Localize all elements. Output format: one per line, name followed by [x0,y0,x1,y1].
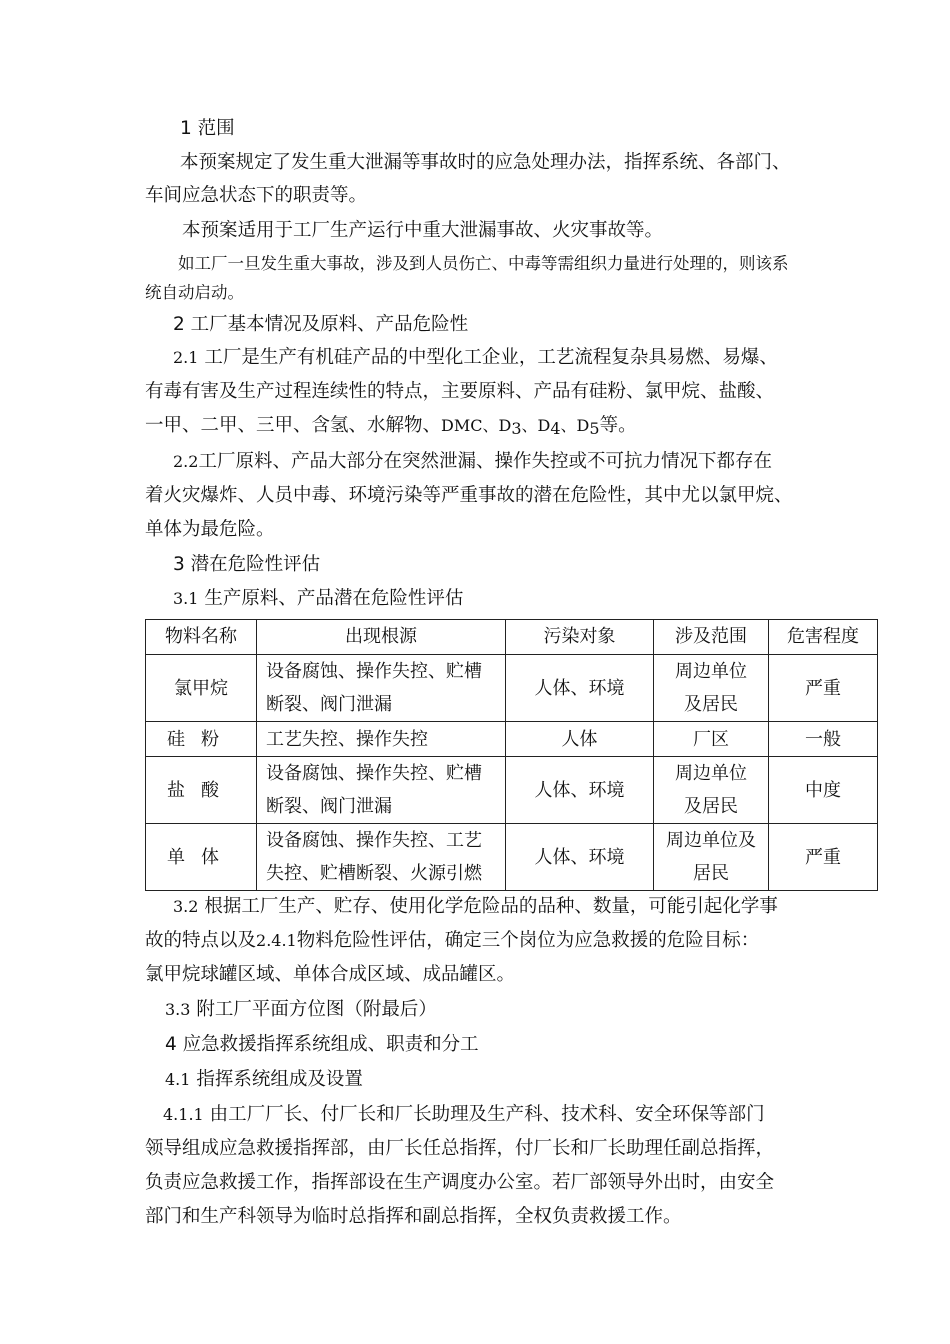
d5-subscript: 5 [589,419,600,438]
section-2-1-text-3: 一甲、二甲、三甲、含氢、水解物、 [145,415,442,436]
section-2-1-number: 2.1 [173,348,199,367]
cell-target: 人体 [506,722,654,757]
d5-label: 、D [560,416,590,435]
section-4-1-1-line-2: 领导组成应急救援指挥部，由厂长任总指挥，付厂长和厂长助理任副总指挥， [145,1138,775,1159]
cell-source [257,655,506,722]
d4-label: 、D [521,416,551,435]
section-2-2-number: 2.2 [173,452,199,471]
cell-source-line-2: 断裂、阀门泄漏 [266,796,392,817]
table-row [146,722,878,757]
section-3-2-text-1: 根据工厂生产、贮存、使用化学危险品的品种、数量，可能引起化学事 [204,896,778,917]
d3-subscript: 3 [511,419,522,438]
section-1-paragraph-1-line-2: 车间应急状态下的职责等。 [145,185,368,206]
section-2-1-line-3 [145,413,637,442]
d4-subscript: 4 [550,419,561,438]
section-2-2-text-1: 工厂原料、产品大部分在突然泄漏、操作失控或不可抗力情况下都存在 [198,451,772,472]
section-3-2-text-2a: 故的特点以及 [145,930,257,951]
cell-degree: 严重 [769,824,878,891]
header-degree: 危害程度 [769,620,878,655]
section-4-1-title: 指挥系统组成及设置 [196,1069,363,1090]
cell-source [257,824,506,891]
cell-source-line-1: 设备腐蚀、操作失控、贮槽 [266,661,482,682]
cell-target: 人体、环境 [506,757,654,824]
section-4-1-1-line-3: 负责应急救援工作，指挥部设在生产调度办公室。若厂部领导外出时，由安全 [145,1172,775,1193]
cell-scope [654,824,769,891]
table-header-row [146,620,878,655]
section-2-2-line-2: 着火灾爆炸、人员中毒、环境污染等严重事故的潜在危险性，其中尤以氯甲烷、 [145,485,793,506]
cell-scope-line-1: 周边单位及 [666,830,756,851]
table-row [146,757,878,824]
section-4-1-number: 4.1 [165,1070,191,1089]
section-2-1-text-1: 工厂是生产有机硅产品的中型化工企业，工艺流程复杂具易燃、易爆、 [204,347,778,368]
cell-degree: 严重 [769,655,878,722]
header-scope: 涉及范围 [654,620,769,655]
cell-material: 盐酸 [146,757,257,824]
table-row [146,655,878,722]
section-3-3-text: 附工厂平面方位图（附最后） [196,999,437,1020]
section-1-paragraph-3-line-2: 统自动启动。 [145,283,244,302]
section-3-1-number: 3.1 [173,589,199,608]
section-3-2-number: 3.2 [173,897,199,916]
section-3-heading: 3 潜在危险性评估 [173,554,321,575]
cell-source-line-1: 设备腐蚀、操作失控、贮槽 [266,763,482,784]
cell-scope-line-2: 及居民 [684,694,738,715]
section-3-2-text-2b: 物料危险性评估，确定三个岗位为应急救援的危险目标： [296,930,760,951]
section-1-paragraph-3-line-1: 如工厂一旦发生重大事故，涉及到人员伤亡、中毒等需组织力量进行处理的，则该系 [178,254,789,273]
section-4-1-1-line-4: 部门和生产科领导为临时总指挥和副总指挥，全权负责救援工作。 [145,1206,682,1227]
header-material: 物料名称 [146,620,257,655]
dmc-d-label: DMC、D [441,416,512,435]
cell-degree: 一般 [769,722,878,757]
cell-material: 硅粉 [146,722,257,757]
hazard-assessment-table [145,619,878,891]
cell-material: 单体 [146,824,257,891]
section-4-heading: 4 应急救援指挥系统组成、职责和分工 [165,1034,479,1055]
section-2-1-line-1 [173,345,778,371]
header-target: 污染对象 [506,620,654,655]
section-2-1-end: 等。 [599,415,637,436]
cell-scope-line-1: 周边单位 [675,763,747,784]
section-2-2-line-3: 单体为最危险。 [145,519,275,540]
cell-scope-line-2: 居民 [693,863,729,884]
section-2-heading: 2 工厂基本情况及原料、产品危险性 [173,314,469,335]
table-row [146,824,878,891]
cell-source-line-1: 设备腐蚀、操作失控、工艺 [266,830,482,851]
section-3-1-heading [173,586,463,612]
cell-scope-line-1: 周边单位 [675,661,747,682]
section-1-heading: 1 范围 [180,118,235,139]
section-4-1-1-text-1: 由工厂厂长、付厂长和厂长助理及生产科、技术科、安全环保等部门 [209,1104,765,1125]
cell-source [257,757,506,824]
cell-source-line-2: 断裂、阀门泄漏 [266,694,392,715]
cell-scope [654,757,769,824]
section-1-paragraph-1-line-1: 本预案规定了发生重大泄漏等事故时的应急处理办法，指挥系统、各部门、 [180,152,791,173]
section-2-2-line-1 [173,449,772,475]
cell-source-line-2: 失控、贮槽断裂、火源引燃 [266,863,482,884]
section-3-2-line-1 [173,894,778,920]
section-3-2-line-3: 氯甲烷球罐区域、单体合成区域、成品罐区。 [145,964,516,985]
section-3-1-title: 生产原料、产品潜在危险性评估 [204,588,464,609]
cell-material: 氯甲烷 [146,655,257,722]
cell-degree: 中度 [769,757,878,824]
cell-scope: 厂区 [654,722,769,757]
section-4-1-heading [165,1067,363,1093]
section-3-3-line [165,997,437,1023]
section-ref-number: 2.4.1 [256,931,297,950]
cell-target: 人体、环境 [506,655,654,722]
section-2-1-line-2: 有毒有害及生产过程连续性的特点，主要原料、产品有硅粉、氯甲烷、盐酸、 [145,381,775,402]
cell-scope [654,655,769,722]
section-1-paragraph-2: 本预案适用于工厂生产运行中重大泄漏事故、火灾事故等。 [182,220,664,241]
cell-scope-line-2: 及居民 [684,796,738,817]
section-4-1-1-line-1 [163,1102,765,1128]
cell-source: 工艺失控、操作失控 [257,722,506,757]
section-3-3-number: 3.3 [165,1000,191,1019]
section-3-2-line-2 [145,928,759,954]
header-source: 出现根源 [257,620,506,655]
section-4-1-1-number: 4.1.1 [163,1105,204,1124]
cell-target: 人体、环境 [506,824,654,891]
